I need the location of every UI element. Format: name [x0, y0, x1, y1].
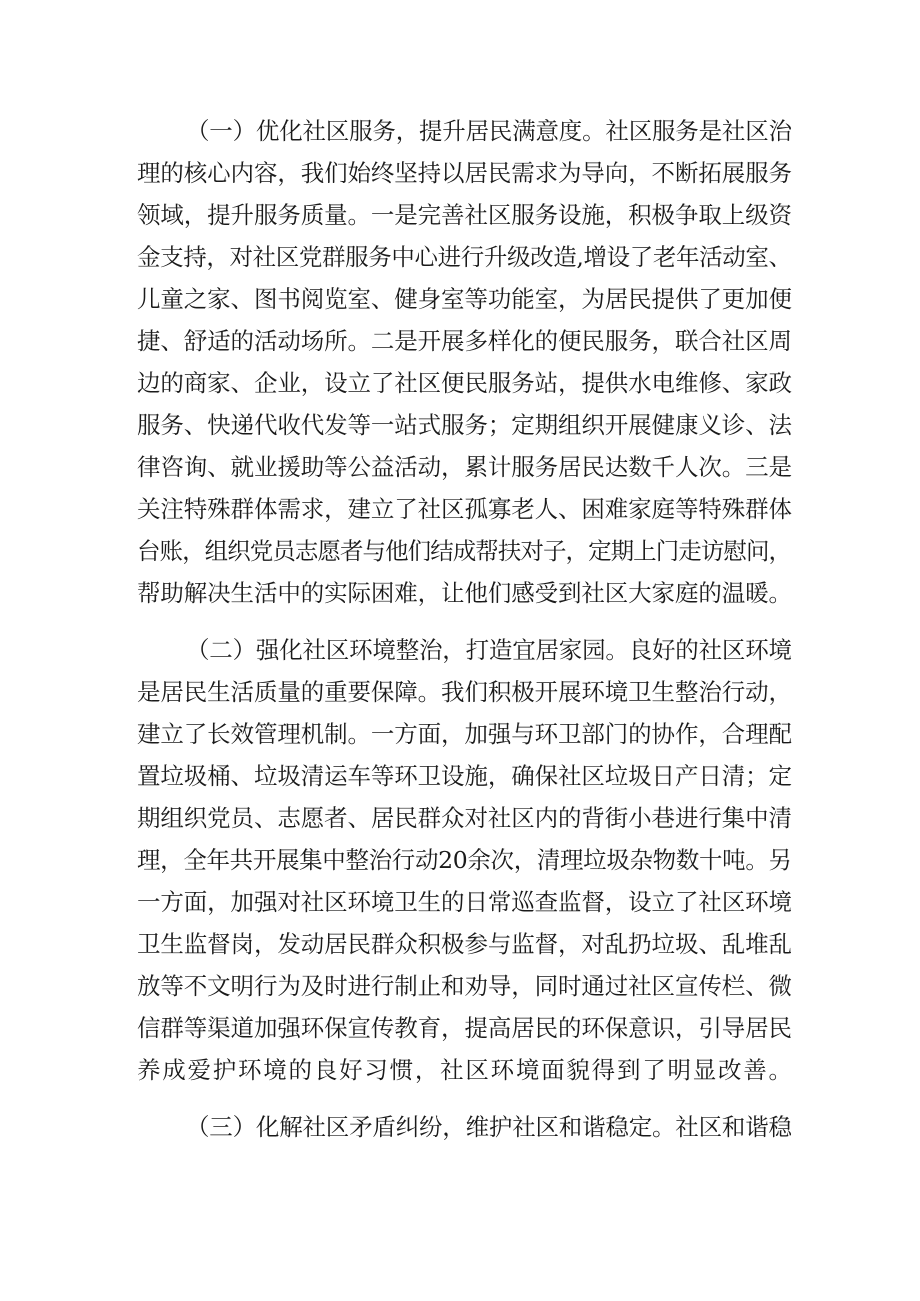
paragraph-line: 是居民生活质量的重要保障。我们积极开展环境卫生整治行动， — [137, 678, 792, 706]
paragraph-line: （一）优化社区服务，提升居民满意度。社区服务是社区治 — [186, 117, 792, 145]
paragraph-line: 养成爱护环境的良好习惯，社区环境面貌得到了明显改善。 — [137, 1056, 794, 1084]
paragraph-line: 边的商家、企业，设立了社区便民服务站，提供水电维修、家政 — [137, 369, 792, 397]
paragraph-line: 卫生监督岗，发动居民群众积极参与监督，对乱扔垃圾、乱堆乱 — [137, 930, 792, 958]
paragraph-line: 理的核心内容，我们始终坚持以居民需求为导向，不断拓展服务 — [137, 159, 792, 187]
paragraph-line: 领域，提升服务质量。一是完善社区服务设施，积极争取上级资 — [137, 201, 792, 229]
paragraph-line: （三）化解社区矛盾纠纷，维护社区和谐稳定。社区和谐稳 — [186, 1113, 792, 1141]
paragraph-line: 信群等渠道加强环保宣传教育，提高居民的环保意识，引导居民 — [137, 1014, 792, 1042]
paragraph-line: 放等不文明行为及时进行制止和劝导，同时通过社区宣传栏、微 — [137, 972, 792, 1000]
paragraph-line: 期组织党员、志愿者、居民群众对社区内的背街小巷进行集中清 — [137, 804, 792, 832]
paragraph-line: 服务、快递代收代发等一站式服务；定期组织开展健康义诊、法 — [137, 411, 792, 439]
paragraph-line: 儿童之家、图书阅览室、健身室等功能室，为居民提供了更加便 — [137, 285, 792, 313]
paragraph-line: 关注特殊群体需求，建立了社区孤寡老人、困难家庭等特殊群体 — [137, 495, 792, 523]
paragraph-line: 置垃圾桶、垃圾清运车等环卫设施，确保社区垃圾日产日清；定 — [137, 762, 792, 790]
paragraph-line: 捷、舒适的活动场所。二是开展多样化的便民服务，联合社区周 — [137, 327, 792, 355]
paragraph-line: 金支持，对社区党群服务中心进行升级改造,增设了老年活动室、 — [137, 243, 792, 271]
paragraph-line: 理，全年共开展集中整治行动20余次，清理垃圾杂物数十吨。另 — [137, 846, 792, 874]
paragraph-line: 建立了长效管理机制。一方面，加强与环卫部门的协作，合理配 — [137, 720, 792, 748]
paragraph-line: 一方面，加强对社区环境卫生的日常巡查监督，设立了社区环境 — [137, 888, 792, 916]
paragraph-line: 台账，组织党员志愿者与他们结成帮扶对子，定期上门走访慰问， — [137, 537, 792, 565]
paragraph-line: （二）强化社区环境整治，打造宜居家园。良好的社区环境 — [186, 636, 792, 664]
paragraph-line: 帮助解决生活中的实际困难，让他们感受到社区大家庭的温暖。 — [137, 579, 792, 607]
paragraph-line: 律咨询、就业援助等公益活动，累计服务居民达数千人次。三是 — [137, 453, 792, 481]
